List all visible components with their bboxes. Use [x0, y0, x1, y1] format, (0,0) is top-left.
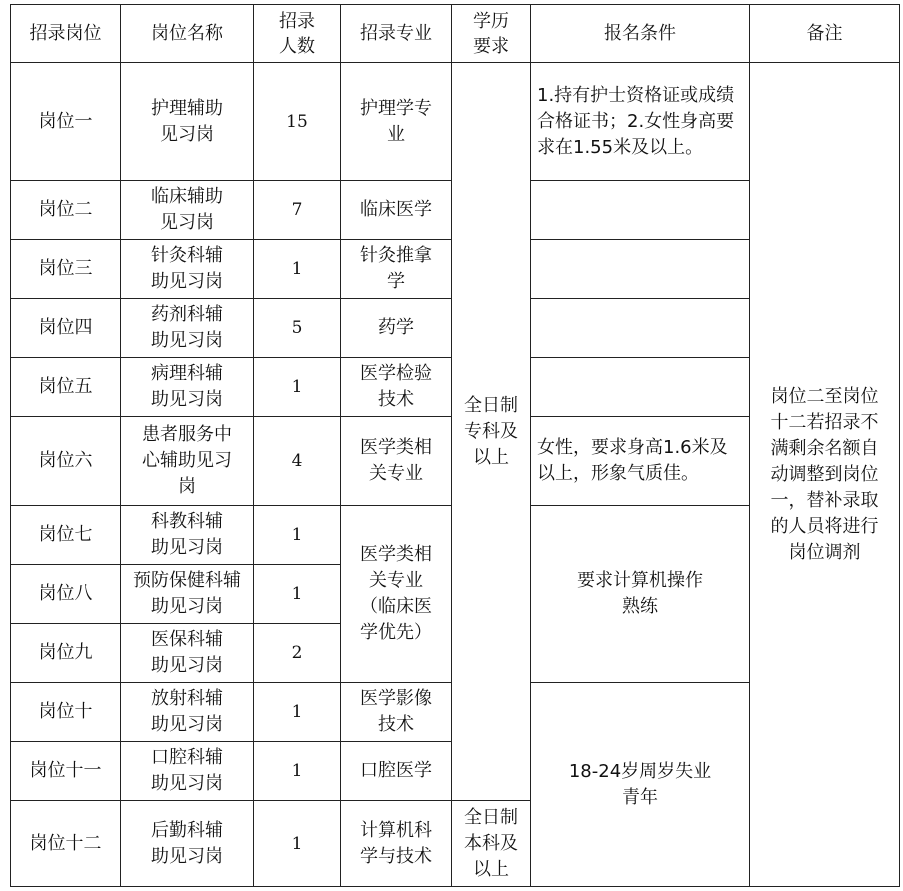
job-name-cell: 药剂科辅助见习岗 — [121, 299, 254, 358]
major-cell: 药学 — [341, 299, 452, 358]
condition-cell: 1.持有护士资格证或成绩合格证书；2.女性身高要求在1.55米及以上。 — [531, 63, 750, 181]
position-cell: 岗位十 — [11, 683, 121, 742]
job-name-cell: 针灸科辅助见习岗 — [121, 240, 254, 299]
remark-cell: 岗位二至岗位十二若招录不满剩余名额自动调整到岗位一，替补录取的人员将进行岗位调剂 — [750, 63, 900, 887]
count-cell: 5 — [254, 299, 341, 358]
count-cell: 4 — [254, 417, 341, 506]
condition-cell: 女性，要求身高1.6米及以上，形象气质佳。 — [531, 417, 750, 506]
position-cell: 岗位十二 — [11, 801, 121, 887]
count-cell: 1 — [254, 683, 341, 742]
major-cell: 医学类相关专业（临床医学优先） — [341, 506, 452, 683]
major-cell: 临床医学 — [341, 181, 452, 240]
position-cell: 岗位五 — [11, 358, 121, 417]
position-cell: 岗位二 — [11, 181, 121, 240]
header-cell: 备注 — [750, 5, 900, 63]
major-cell: 口腔医学 — [341, 742, 452, 801]
job-name-cell: 口腔科辅助见习岗 — [121, 742, 254, 801]
position-cell: 岗位九 — [11, 624, 121, 683]
condition-cell: 要求计算机操作熟练 — [531, 506, 750, 683]
table-row — [11, 63, 900, 181]
header-cell: 学历要求 — [452, 5, 531, 63]
job-name-cell: 后勤科辅助见习岗 — [121, 801, 254, 887]
major-cell: 医学影像技术 — [341, 683, 452, 742]
count-cell: 2 — [254, 624, 341, 683]
position-cell: 岗位四 — [11, 299, 121, 358]
major-cell: 计算机科学与技术 — [341, 801, 452, 887]
count-cell: 1 — [254, 801, 341, 887]
position-cell: 岗位八 — [11, 565, 121, 624]
header-cell: 招录岗位 — [11, 5, 121, 63]
position-cell: 岗位六 — [11, 417, 121, 506]
job-name-cell: 病理科辅助见习岗 — [121, 358, 254, 417]
condition-cell — [531, 181, 750, 240]
condition-cell — [531, 240, 750, 299]
header-cell: 招录专业 — [341, 5, 452, 63]
job-name-cell: 预防保健科辅助见习岗 — [121, 565, 254, 624]
count-cell: 1 — [254, 506, 341, 565]
position-cell: 岗位十一 — [11, 742, 121, 801]
recruitment-table — [10, 4, 900, 887]
count-cell: 1 — [254, 358, 341, 417]
count-cell: 1 — [254, 742, 341, 801]
job-name-cell: 临床辅助见习岗 — [121, 181, 254, 240]
job-name-cell: 科教科辅助见习岗 — [121, 506, 254, 565]
job-name-cell: 患者服务中心辅助见习岗 — [121, 417, 254, 506]
header-row — [11, 5, 900, 63]
count-cell: 1 — [254, 565, 341, 624]
count-cell: 15 — [254, 63, 341, 181]
condition-cell — [531, 299, 750, 358]
header-cell: 岗位名称 — [121, 5, 254, 63]
major-cell: 针灸推拿学 — [341, 240, 452, 299]
job-name-cell: 护理辅助见习岗 — [121, 63, 254, 181]
position-cell: 岗位七 — [11, 506, 121, 565]
position-cell: 岗位三 — [11, 240, 121, 299]
major-cell: 医学类相关专业 — [341, 417, 452, 506]
header-cell: 报名条件 — [531, 5, 750, 63]
position-cell: 岗位一 — [11, 63, 121, 181]
condition-cell: 18-24岁周岁失业青年 — [531, 683, 750, 887]
education-cell: 全日制专科及以上 — [452, 63, 531, 801]
count-cell: 7 — [254, 181, 341, 240]
condition-cell — [531, 358, 750, 417]
major-cell: 护理学专业 — [341, 63, 452, 181]
education-cell: 全日制本科及以上 — [452, 801, 531, 887]
job-name-cell: 医保科辅助见习岗 — [121, 624, 254, 683]
count-cell: 1 — [254, 240, 341, 299]
major-cell: 医学检验技术 — [341, 358, 452, 417]
header-cell: 招录人数 — [254, 5, 341, 63]
job-name-cell: 放射科辅助见习岗 — [121, 683, 254, 742]
